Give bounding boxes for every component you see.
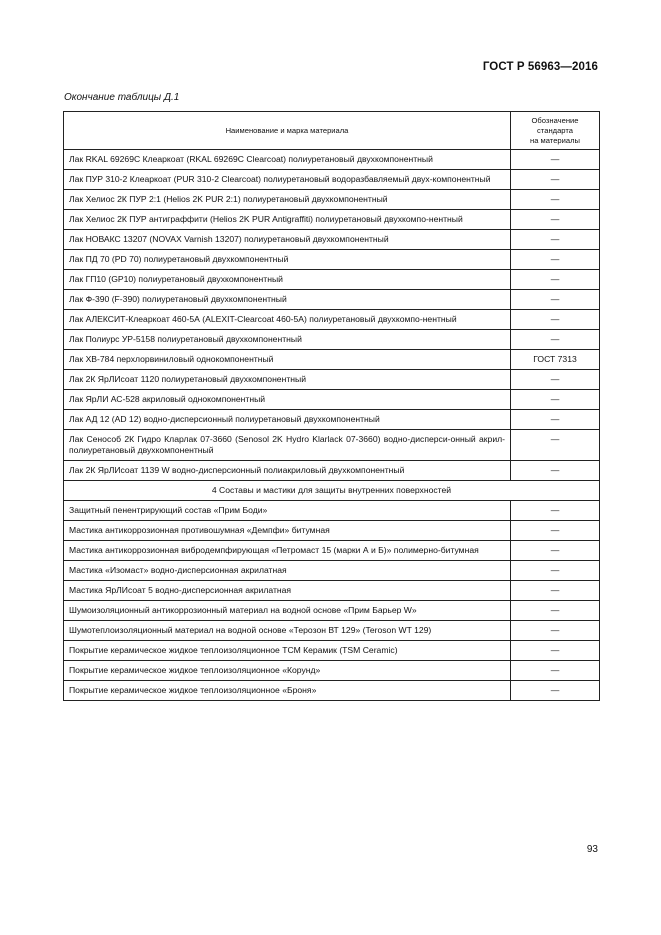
table-caption: Окончание таблицы Д.1 bbox=[64, 92, 180, 103]
standard-cell: ГОСТ 7313 bbox=[511, 350, 600, 370]
standard-cell: — bbox=[511, 581, 600, 601]
material-name-cell: Покрытие керамическое жидкое теплоизоляционное ТСМ Керамик (TSM Ceramic) bbox=[64, 641, 511, 661]
column-header-standard bbox=[511, 112, 600, 150]
table-row bbox=[64, 190, 600, 210]
material-name-cell: Лак Ф-390 (F-390) полиуретановый двухкомпонентный bbox=[64, 290, 511, 310]
standard-cell: — bbox=[511, 601, 600, 621]
material-name-cell: Мастика антикоррозионная противошумная «Демпфи» битумная bbox=[64, 521, 511, 541]
material-name-cell: Лак НОВАКС 13207 (NOVAX Varnish 13207) полиуретановый двухкомпонентный bbox=[64, 230, 511, 250]
standard-cell: — bbox=[511, 410, 600, 430]
table-row bbox=[64, 661, 600, 681]
material-name-cell: Лак АД 12 (AD 12) водно-дисперсионный полиуретановый двухкомпонентный bbox=[64, 410, 511, 430]
table-header-row bbox=[64, 112, 600, 150]
material-name-cell: Шумотеплоизоляционный материал на водной основе «Терозон ВТ 129» (Teroson WT 129) bbox=[64, 621, 511, 641]
standard-cell: — bbox=[511, 501, 600, 521]
column-header-standard-line2: стандарта bbox=[537, 125, 573, 135]
standard-cell: — bbox=[511, 170, 600, 190]
standard-cell: — bbox=[511, 561, 600, 581]
standard-cell: — bbox=[511, 521, 600, 541]
standard-cell: — bbox=[511, 310, 600, 330]
standard-cell: — bbox=[511, 641, 600, 661]
table-row bbox=[64, 170, 600, 190]
material-name-cell: Лак ГП10 (GP10) полиуретановый двухкомпонентный bbox=[64, 270, 511, 290]
materials-table bbox=[63, 111, 600, 701]
standard-cell: — bbox=[511, 210, 600, 230]
table-row bbox=[64, 350, 600, 370]
standard-cell: — bbox=[511, 461, 600, 481]
section-row bbox=[64, 481, 600, 501]
section-title: 4 Составы и мастики для защиты внутренних поверхностей bbox=[64, 481, 600, 501]
table-row bbox=[64, 461, 600, 481]
material-name-cell: Шумоизоляционный антикоррозионный материал на водной основе «Прим Барьер W» bbox=[64, 601, 511, 621]
table-row bbox=[64, 430, 600, 461]
standard-cell: — bbox=[511, 541, 600, 561]
page-number: 93 bbox=[586, 844, 598, 855]
table-row bbox=[64, 681, 600, 701]
material-name-cell: Лак Хелиос 2К ПУР 2:1 (Helios 2K PUR 2:1) полиуретановый двухкомпонентный bbox=[64, 190, 511, 210]
table-row bbox=[64, 250, 600, 270]
standard-cell: — bbox=[511, 190, 600, 210]
table-row bbox=[64, 561, 600, 581]
table-row bbox=[64, 330, 600, 350]
material-name-cell: Покрытие керамическое жидкое теплоизоляционное «Корунд» bbox=[64, 661, 511, 681]
material-name-cell: Лак Хелиос 2К ПУР антиграффити (Helios 2K PUR Antigraffiti) полиуретановый двухкомпо-нентный bbox=[64, 210, 511, 230]
standard-cell: — bbox=[511, 270, 600, 290]
standard-cell: — bbox=[511, 390, 600, 410]
material-name-cell: Лак ЯрЛИ АС-528 акриловый однокомпонентный bbox=[64, 390, 511, 410]
material-name-cell: Мастика антикоррозионная вибродемпфирующая «Петромаст 15 (марки А и Б)» полимерно-битумная bbox=[64, 541, 511, 561]
table-row bbox=[64, 501, 600, 521]
material-name-cell: Мастика «Изомаст» водно-дисперсионная акрилатная bbox=[64, 561, 511, 581]
standard-cell: — bbox=[511, 370, 600, 390]
material-name-cell: Лак ХВ-784 перхлорвиниловый однокомпонентный bbox=[64, 350, 511, 370]
standard-cell: — bbox=[511, 290, 600, 310]
table-row bbox=[64, 410, 600, 430]
material-name-cell: Лак АЛЕКСИТ-Клеаркоат 460-5А (ALEXIT-Clearcoat 460-5A) полиуретановый двухкомпо-нентный bbox=[64, 310, 511, 330]
material-name-cell: Лак Сенособ 2К Гидро Кларлак 07-3660 (Senosol 2K Hydro Klarlack 07-3660) водно-дисперси-онный акрил-полиуретановый двухкомпонентный bbox=[64, 430, 511, 461]
table-row bbox=[64, 601, 600, 621]
standard-cell: — bbox=[511, 330, 600, 350]
standard-cell: — bbox=[511, 230, 600, 250]
standard-cell: — bbox=[511, 430, 600, 461]
standard-cell: — bbox=[511, 150, 600, 170]
material-name-cell: Лак RKAL 69269C Клеаркоат (RKAL 69269C Clearcoat) полиуретановый двухкомпонентный bbox=[64, 150, 511, 170]
table-row bbox=[64, 290, 600, 310]
material-name-cell: Лак ПД 70 (PD 70) полиуретановый двухкомпонентный bbox=[64, 250, 511, 270]
table-row bbox=[64, 541, 600, 561]
table-row bbox=[64, 230, 600, 250]
standard-cell: — bbox=[511, 661, 600, 681]
material-name-cell: Защитный пенентрирующий состав «Прим Боди» bbox=[64, 501, 511, 521]
column-header-standard-line3: на материалы bbox=[530, 135, 580, 145]
table-row bbox=[64, 370, 600, 390]
table-row bbox=[64, 390, 600, 410]
material-name-cell: Лак 2К ЯрЛИсоат 1120 полиуретановый двухкомпонентный bbox=[64, 370, 511, 390]
table-row bbox=[64, 581, 600, 601]
table-row bbox=[64, 310, 600, 330]
material-name-cell: Лак ПУР 310-2 Клеаркоат (PUR 310-2 Clearcoat) полиуретановый водоразбавляемый двух-компонентный bbox=[64, 170, 511, 190]
column-header-standard-line1: Обозначение bbox=[531, 115, 579, 125]
table-row bbox=[64, 270, 600, 290]
table-row bbox=[64, 150, 600, 170]
table-row bbox=[64, 521, 600, 541]
standard-cell: — bbox=[511, 250, 600, 270]
document-id: ГОСТ Р 56963—2016 bbox=[482, 61, 598, 73]
column-header-name: Наименование и марка материала bbox=[64, 112, 511, 150]
material-name-cell: Лак 2К ЯрЛИсоат 1139 W водно-дисперсионный полиакриловый двухкомпонентный bbox=[64, 461, 511, 481]
material-name-cell: Покрытие керамическое жидкое теплоизоляционное «Броня» bbox=[64, 681, 511, 701]
material-name-cell: Мастика ЯрЛИсоат 5 водно-дисперсионная акрилатная bbox=[64, 581, 511, 601]
material-name-cell: Лак Полиурс УР-5158 полиуретановый двухкомпонентный bbox=[64, 330, 511, 350]
table-row bbox=[64, 641, 600, 661]
standard-cell: — bbox=[511, 621, 600, 641]
table-row bbox=[64, 621, 600, 641]
table-row bbox=[64, 210, 600, 230]
standard-cell: — bbox=[511, 681, 600, 701]
